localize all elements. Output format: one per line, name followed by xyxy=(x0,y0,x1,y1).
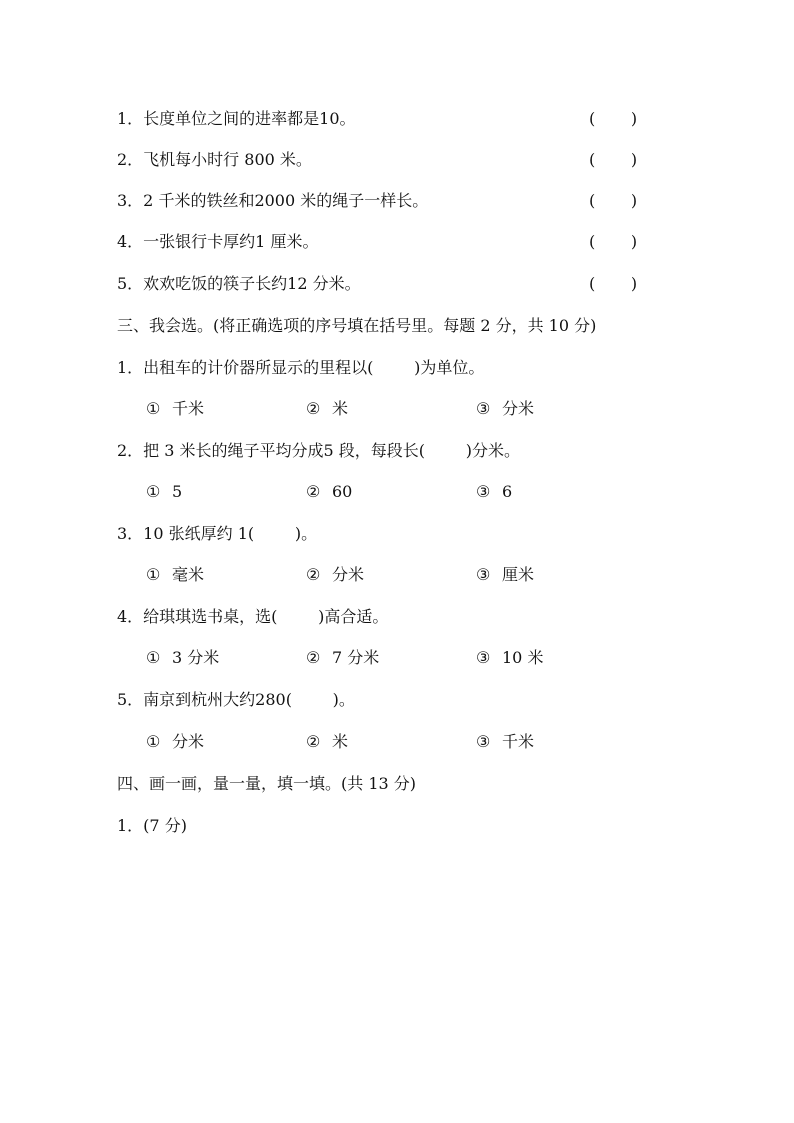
judge-answer-4[interactable]: ( ) xyxy=(589,232,638,251)
option-label: 60 xyxy=(332,482,353,501)
choice-question-5: 5．南京到杭州大约280( )。 xyxy=(117,690,355,709)
choice-option[interactable] xyxy=(146,564,204,586)
judge-item-3: 3．2 千米的铁丝和2000 米的绳子一样长。 xyxy=(117,191,429,210)
judge-item-5: 5．欢欢吃饭的筷子长约12 分米。 xyxy=(117,274,361,293)
option-mark: ② xyxy=(306,648,321,667)
section3-title: 三、我会选。(将正确选项的序号填在括号里。每题 2 分，共 10 分) xyxy=(117,316,597,335)
option-label: 5 xyxy=(172,482,183,501)
choice-question-4: 4．给琪琪选书桌，选( )高合适。 xyxy=(117,607,389,626)
option-mark: ① xyxy=(146,648,161,667)
judge-answer-5[interactable]: ( ) xyxy=(589,274,638,293)
option-label: 米 xyxy=(332,399,349,418)
choice-option[interactable] xyxy=(146,647,219,669)
option-label: 10 米 xyxy=(502,648,544,667)
option-label: 千米 xyxy=(172,399,205,418)
option-label: 6 xyxy=(502,482,513,501)
option-mark: ① xyxy=(146,732,161,751)
option-label: 分米 xyxy=(502,399,535,418)
judge-item-1: 1．长度单位之间的进率都是10。 xyxy=(117,109,356,128)
option-mark: ② xyxy=(306,732,321,751)
judge-answer-1[interactable]: ( ) xyxy=(589,109,638,128)
choice-option[interactable] xyxy=(476,564,534,586)
option-mark: ① xyxy=(146,482,161,501)
choice-option[interactable] xyxy=(306,731,348,753)
option-label: 分米 xyxy=(332,565,365,584)
option-mark: ① xyxy=(146,565,161,584)
judge-answer-2[interactable]: ( ) xyxy=(589,150,638,169)
choice-option[interactable] xyxy=(476,731,534,753)
section4-question-1: 1．(7 分) xyxy=(117,816,187,835)
choice-option[interactable] xyxy=(306,564,364,586)
option-mark: ② xyxy=(306,482,321,501)
judge-item-4: 4．一张银行卡厚约1 厘米。 xyxy=(117,232,319,251)
judge-answer-3[interactable]: ( ) xyxy=(589,191,638,210)
section4-title: 四、画一画，量一量，填一填。(共 13 分) xyxy=(117,774,417,793)
option-mark: ② xyxy=(306,565,321,584)
option-mark: ① xyxy=(146,399,161,418)
choice-question-2: 2．把 3 米长的绳子平均分成5 段，每段长( )分米。 xyxy=(117,441,520,460)
choice-option[interactable] xyxy=(476,647,543,669)
option-label: 厘米 xyxy=(502,565,535,584)
option-label: 7 分米 xyxy=(332,648,380,667)
choice-question-1: 1．出租车的计价器所显示的里程以( )为单位。 xyxy=(117,358,485,377)
option-mark: ③ xyxy=(476,399,491,418)
option-label: 毫米 xyxy=(172,565,205,584)
option-mark: ③ xyxy=(476,732,491,751)
choice-option[interactable] xyxy=(306,647,379,669)
option-mark: ③ xyxy=(476,648,491,667)
option-label: 米 xyxy=(332,732,349,751)
choice-option[interactable] xyxy=(476,481,512,503)
option-label: 分米 xyxy=(172,732,205,751)
choice-option[interactable] xyxy=(146,398,204,420)
option-mark: ② xyxy=(306,399,321,418)
choice-option[interactable] xyxy=(476,398,534,420)
option-label: 3 分米 xyxy=(172,648,220,667)
choice-option[interactable] xyxy=(146,731,204,753)
judge-item-2: 2．飞机每小时行 800 米。 xyxy=(117,150,312,169)
choice-question-3: 3．10 张纸厚约 1( )。 xyxy=(117,524,318,543)
option-mark: ③ xyxy=(476,565,491,584)
choice-option[interactable] xyxy=(306,481,352,503)
option-label: 千米 xyxy=(502,732,535,751)
choice-option[interactable] xyxy=(146,481,182,503)
choice-option[interactable] xyxy=(306,398,348,420)
option-mark: ③ xyxy=(476,482,491,501)
